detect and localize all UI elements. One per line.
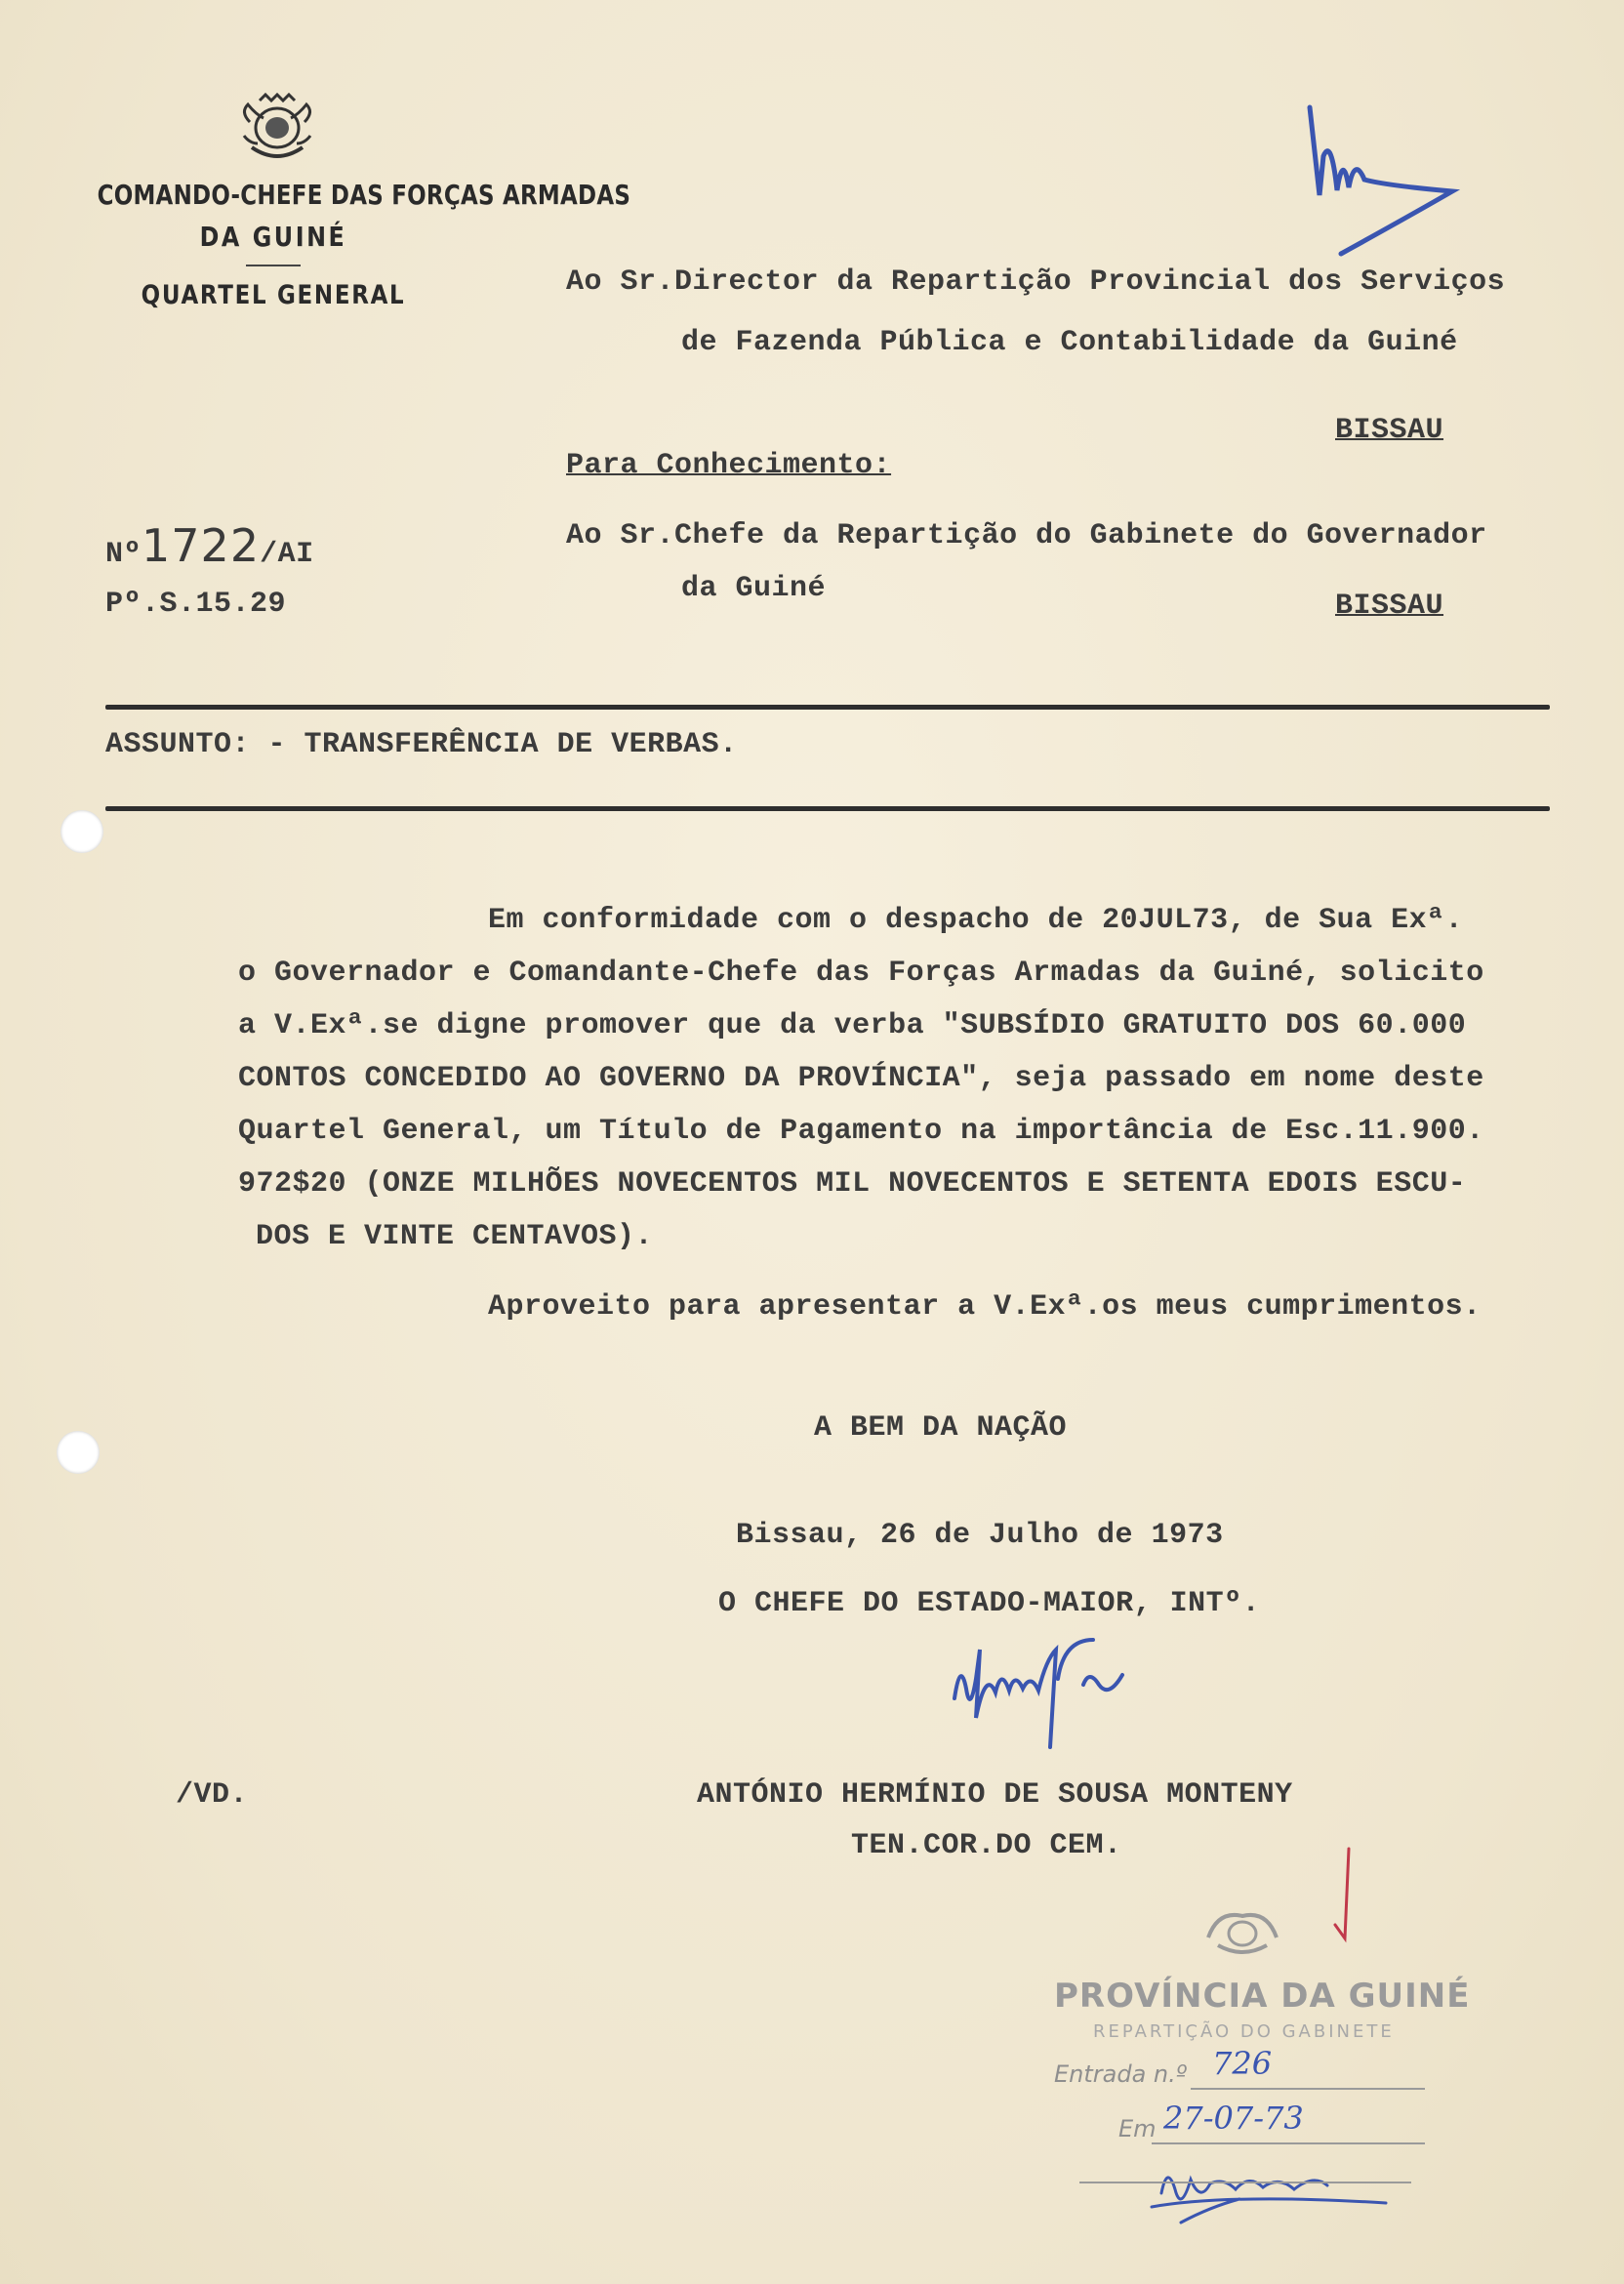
stamp-date-line [1152, 2142, 1425, 2144]
copy-to-line1: Ao Sr.Chefe da Repartição do Gabinete do Governador [566, 519, 1487, 552]
signer-name: ANTÓNIO HERMÍNIO DE SOUSA MONTENY [697, 1778, 1293, 1812]
stamp-initials-line [1079, 2182, 1411, 2183]
handwritten-mark-icon [1298, 98, 1474, 273]
punch-hole [61, 810, 103, 853]
stamp-entry-label: Entrada n.º [1054, 2060, 1188, 2088]
copy-to-city: BISSAU [1335, 590, 1444, 623]
letterhead-command: COMANDO-CHEFE DAS FORÇAS ARMADAS [97, 179, 631, 211]
typist-initials: /VD. [176, 1778, 249, 1812]
signer-rank: TEN.COR.DO CEM. [851, 1829, 1122, 1862]
stamp-title: PROVÍNCIA DA GUINÉ [1054, 1977, 1471, 2016]
letterhead-divider [246, 265, 301, 266]
stamp-date-label: Em [1118, 2115, 1157, 2142]
subject-rule-top [105, 705, 1550, 710]
body-line-1: Em conformidade com o despacho de 20JUL73, de Sua Exª. [488, 904, 1464, 937]
signer-role: O CHEFE DO ESTADO-MAIOR, INTº. [718, 1587, 1261, 1620]
stamp-subtitle: REPARTIÇÃO DO GABINETE [1093, 2021, 1395, 2042]
subject-rule-bottom [105, 806, 1550, 811]
stamp-entry-value: 726 [1212, 2045, 1273, 2082]
body-line-3: a V.Exª.se digne promover que da verba "SUBSÍDIO GRATUITO DOS 60.000 [238, 1009, 1467, 1042]
body-line-5: Quartel General, um Título de Pagamento na importância de Esc.11.900. [238, 1115, 1484, 1148]
punch-hole [57, 1431, 100, 1474]
body-line-4: CONTOS CONCEDIDO AO GOVERNO DA PROVÍNCIA", seja passado em nome deste [238, 1062, 1484, 1095]
place-date: Bissau, 26 de Julho de 1973 [736, 1519, 1224, 1552]
body-line-2: o Governador e Comandante-Chefe das Forças Armadas da Guiné, solicito [238, 957, 1484, 990]
reference-number [105, 519, 314, 572]
addressee-line2: de Fazenda Pública e Contabilidade da Guiné [681, 326, 1458, 359]
reference-number-value: 1722 [142, 519, 261, 572]
body-line-6: 972$20 (ONZE MILHÕES NOVECENTOS MIL NOVECENTOS E SETENTA EDOIS ESCU- [238, 1167, 1467, 1201]
body-line-7: DOS E VINTE CENTAVOS). [256, 1220, 654, 1253]
copy-to-line2: da Guiné [681, 572, 827, 605]
letterhead-hq: QUARTEL GENERAL [141, 280, 406, 310]
closing-line: Aproveito para apresentar a V.Exª.os meus cumprimentos. [488, 1290, 1482, 1324]
copy-to-label: Para Conhecimento: [566, 449, 892, 482]
stamp-date-value: 27-07-73 [1163, 2100, 1304, 2137]
salutation: A BEM DA NAÇÃO [814, 1411, 1068, 1445]
addressee-line1: Ao Sr.Director da Repartição Provincial dos Serviços [566, 265, 1506, 299]
entry-stamp [1044, 1898, 1471, 2230]
signature-icon [937, 1620, 1210, 1757]
stamp-entry-line [1191, 2088, 1425, 2090]
subject-line: ASSUNTO: - TRANSFERÊNCIA DE VERBAS. [105, 728, 738, 761]
stamp-crest-icon [1189, 1902, 1296, 1961]
letterhead [59, 93, 631, 310]
letterhead-region: DA GUINÉ [199, 221, 347, 253]
addressee-city: BISSAU [1335, 414, 1444, 447]
stamp-initials-icon [1142, 2154, 1396, 2228]
process-reference: Pº.S.15.29 [105, 588, 287, 621]
reference-prefix: Nº [105, 538, 142, 571]
reference-suffix: /AI [260, 538, 314, 571]
